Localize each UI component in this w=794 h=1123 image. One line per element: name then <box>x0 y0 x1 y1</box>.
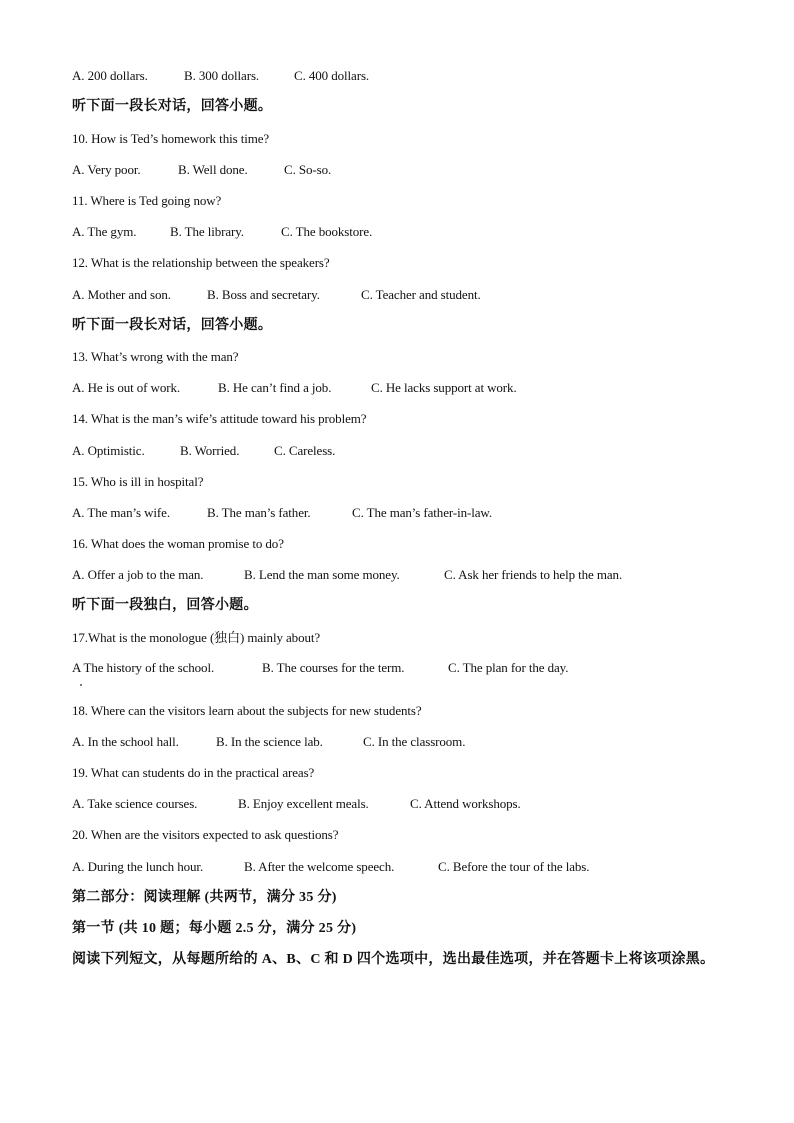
q16-option-c: C. Ask her friends to help the man. <box>444 567 623 582</box>
q13-option-b: B. He can’t find a job. <box>218 380 332 395</box>
q17-options <box>72 660 568 676</box>
q15-options <box>72 505 492 521</box>
q18-option-c: C. In the classroom. <box>363 734 466 749</box>
q16-option-b: B. Lend the man some money. <box>244 567 400 582</box>
q18-options <box>72 734 465 750</box>
q18-option-b: B. In the science lab. <box>216 734 323 749</box>
q20-option-a: A. During the lunch hour. <box>72 859 204 874</box>
q15-option-b: B. The man’s father. <box>207 505 311 520</box>
q14-question: 14. What is the man’s wife’s attitude toward his problem? <box>72 411 367 426</box>
q15-question: 15. Who is ill in hospital? <box>72 474 204 489</box>
q19-option-c: C. Attend workshops. <box>410 796 521 811</box>
q12-option-a: A. Mother and son. <box>72 287 171 302</box>
q17-option-b: B. The courses for the term. <box>262 660 405 675</box>
q20-option-c: C. Before the tour of the labs. <box>438 859 590 874</box>
q15-option-c: C. The man’s father-in-law. <box>352 505 492 520</box>
q9-options <box>72 68 369 84</box>
q10-question: 10. How is Ted’s homework this time? <box>72 131 270 146</box>
section1-title: 第一节 (共 10 题；每小题 2.5 分，满分 25 分) <box>72 921 357 936</box>
q9-option-a: A. 200 dollars. <box>72 68 148 83</box>
q16-question: 16. What does the woman promise to do? <box>72 536 284 551</box>
q11-question: 11. Where is Ted going now? <box>72 193 222 208</box>
q19-question: 19. What can students do in the practical areas? <box>72 765 315 780</box>
q16-options <box>72 567 622 583</box>
q14-option-c: C. Careless. <box>274 443 336 458</box>
section-heading-3: 听下面一段独白，回答小题。 <box>72 598 258 613</box>
q12-question: 12. What is the relationship between the speakers? <box>72 255 330 270</box>
q14-option-b: B. Worried. <box>180 443 240 458</box>
q9-option-b: B. 300 dollars. <box>184 68 260 83</box>
stray-mark <box>80 684 82 686</box>
q19-option-b: B. Enjoy excellent meals. <box>238 796 369 811</box>
q12-options <box>72 287 481 303</box>
q18-option-a: A. In the school hall. <box>72 734 179 749</box>
q11-option-b: B. The library. <box>170 224 244 239</box>
q17-option-a: A The history of the school. <box>72 660 215 675</box>
q10-option-a: A. Very poor. <box>72 162 141 177</box>
q11-option-a: A. The gym. <box>72 224 137 239</box>
q14-options <box>72 443 335 459</box>
q20-question: 20. When are the visitors expected to ask questions? <box>72 827 339 842</box>
q13-question: 13. What’s wrong with the man? <box>72 349 239 364</box>
q13-option-a: A. He is out of work. <box>72 380 181 395</box>
q20-options <box>72 859 589 875</box>
q11-options <box>72 224 372 240</box>
q14-option-a: A. Optimistic. <box>72 443 145 458</box>
q18-question: 18. Where can the visitors learn about the subjects for new students? <box>72 703 422 718</box>
q9-option-c: C. 400 dollars. <box>294 68 370 83</box>
q20-option-b: B. After the welcome speech. <box>244 859 395 874</box>
q17-option-c: C. The plan for the day. <box>448 660 569 675</box>
part2-title: 第二部分：阅读理解 (共两节，满分 35 分) <box>72 890 337 905</box>
q11-option-c: C. The bookstore. <box>281 224 373 239</box>
q15-option-a: A. The man’s wife. <box>72 505 170 520</box>
q13-option-c: C. He lacks support at work. <box>371 380 517 395</box>
q10-option-c: C. So-so. <box>284 162 332 177</box>
section-heading-1: 听下面一段长对话，回答小题。 <box>72 99 273 114</box>
q19-option-a: A. Take science courses. <box>72 796 198 811</box>
q12-option-b: B. Boss and secretary. <box>207 287 320 302</box>
q19-options <box>72 796 521 812</box>
q13-options <box>72 380 517 396</box>
section-heading-2: 听下面一段长对话，回答小题。 <box>72 318 273 333</box>
q12-option-c: C. Teacher and student. <box>361 287 481 302</box>
q10-option-b: B. Well done. <box>178 162 248 177</box>
reading-instruction: 阅读下列短文，从每题所给的 A、B、C 和 D 四个选项中，选出最佳选项，并在答题卡上将该项涂黑。 <box>72 952 715 967</box>
q17-question: 17.What is the monologue (独白) mainly about? <box>72 630 321 645</box>
q10-options <box>72 162 331 178</box>
q16-option-a: A. Offer a job to the man. <box>72 567 204 582</box>
